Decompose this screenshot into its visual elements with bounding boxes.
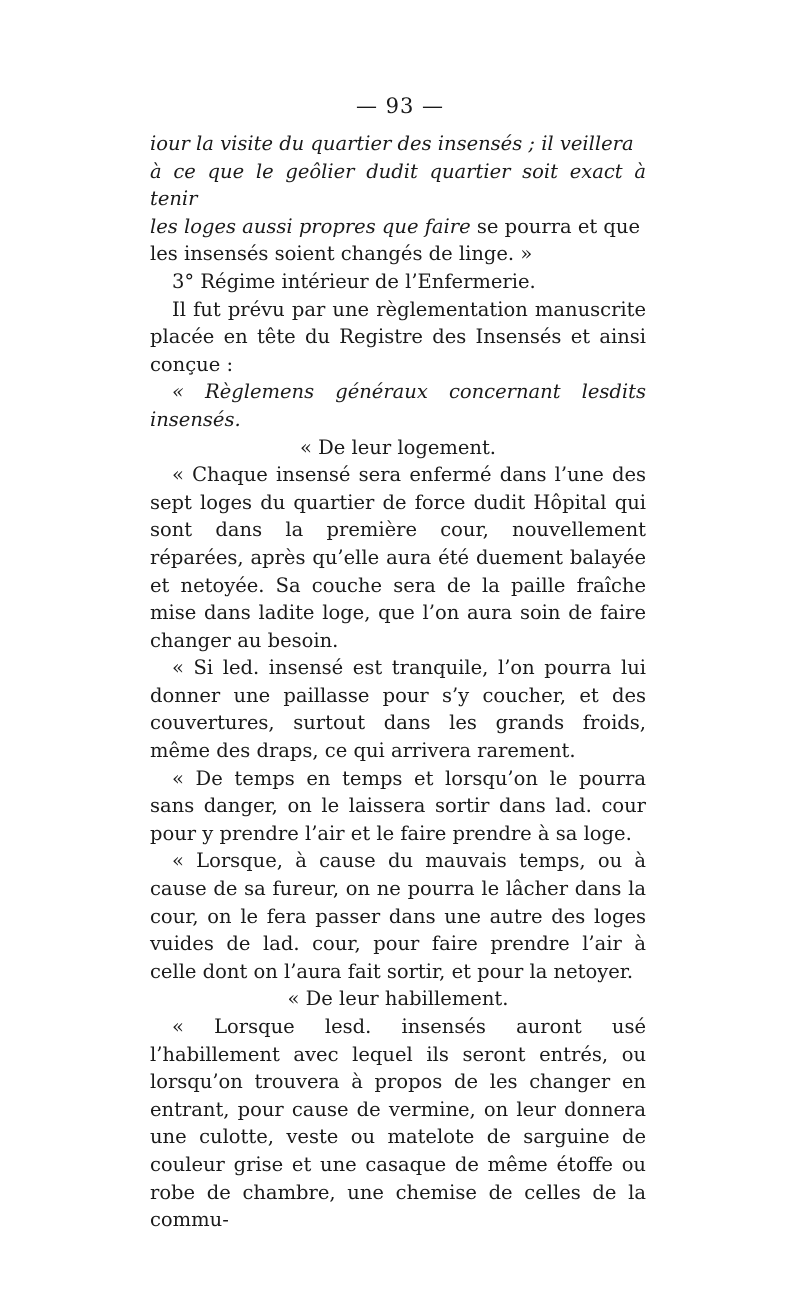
subheading-logement: « De leur logement. [300,435,496,459]
paragraph-4: « Lorsque, à cause du mauvais temps, ou à cause de sa fureur, on ne pourra le lâcher dans la cour, on le fera passer dans une autre des loges vuides de lad. cour, pour faire prendre l’air à celle dont on l’aura fait sortir, et pour la netoyer. [150,849,646,983]
section-heading-regime: 3° Régime intérieur de l’Enfermerie. [172,269,536,293]
line-1: iour la visite du quartier des insensés ; il veillera [150,132,634,155]
paragraph-5: « Lorsque lesd. insensés auront usé l’habillement avec lequel ils seront entrés, ou lorsqu’on trouvera à propos de les changer en entrant, pour cause de vermine, on leur donnera une culotte, veste ou matelote de sarguine de couleur grise et une casaque de même étoffe ou robe de chambre, une chemise de celles de la commu- [150,1015,646,1232]
page-text [150,130,646,1234]
paragraph-2: « Si led. insensé est tranquile, l’on pourra lui donner une paillasse pour s’y coucher, et des couvertures, surtout dans les grands froids, même des draps, ce qui arrivera rarement. [150,656,646,763]
paragraph-3: « De temps en temps et lorsqu’on le pourra sans danger, on le laissera sortir dans lad. cour pour y prendre l’air et le faire prendre à sa loge. [150,766,646,845]
line-3 [150,213,646,241]
reglemens-heading: « Règlemens généraux concernant lesdits insensés. [150,380,646,431]
intro-paragraph: Il fut prévu par une règlementation manuscrite placée en tête du Registre des Insensés et ainsi conçue : [150,297,646,376]
page-number: — 93 — [355,94,445,118]
line-2: à ce que le geôlier dudit quartier soit exact à tenir [150,159,646,211]
subheading-habillement: « De leur habillement. [287,987,509,1011]
line-3-italic: les loges aussi propres que faire [150,214,471,238]
paragraph-1: « Chaque insensé sera enfermé dans l’une des sept loges du quartier de force dudit Hôpital qui sont dans la première cour, nouvellement réparées, après qu’elle aura été duement balayée et netoyée. Sa couche sera de la paille fraîche mise dans ladite loge, que l’on aura soin de faire changer au besoin. [150,463,646,652]
line-3-roman: se pourra et que [470,214,640,238]
line-4: les insensés soient changés de linge. » [150,242,533,266]
